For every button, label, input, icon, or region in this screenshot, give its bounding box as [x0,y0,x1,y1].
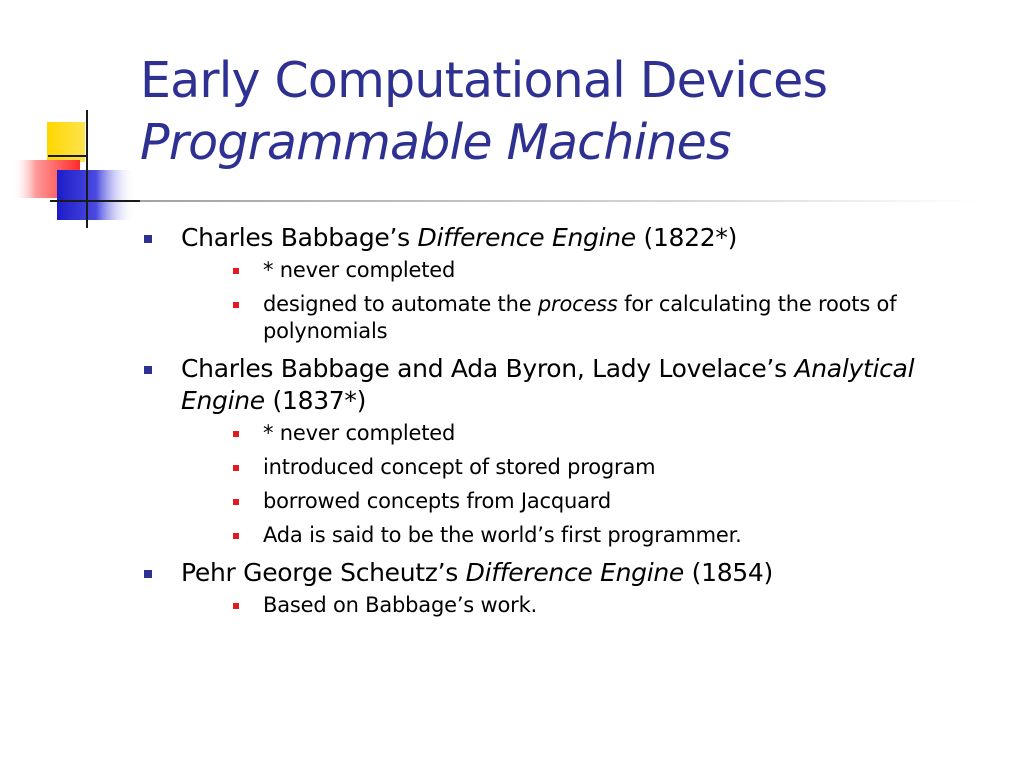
square-bullet-icon [144,235,152,243]
emphasis-text: Analytical Engine [181,354,915,415]
slide-title [140,50,827,174]
sub-bullet-text [263,522,1004,549]
sub-bullet-item [181,291,1004,345]
sub-bullet-text [263,592,1004,619]
bullet-text-run: (1854) [684,558,773,587]
square-bullet-icon [144,366,152,374]
title-main: Early Computational Devices [140,52,828,109]
emphasis-text: Difference Engine [465,558,684,587]
bullet-text [181,353,1004,417]
sub-bullet-item [181,257,1004,284]
bullet-text-run: Ada is said to be the world’s first programmer. [263,523,742,547]
square-bullet-icon [233,533,239,539]
square-bullet-icon [233,465,239,471]
sub-bullet-item [181,420,1004,447]
bullet-text-run: (1822*) [635,223,738,252]
bullet-text-run: for calculating the roots of polynomials [263,292,897,343]
bullet-text-run: * never completed [263,421,456,445]
sub-bullet-text [263,291,1004,345]
bullet-text-run: * never completed [263,258,456,282]
bullet-text-run: Pehr George Scheutz’s [181,558,466,587]
sub-bullet-list [181,420,1004,549]
bullet-item [144,222,1004,345]
bullet-list [144,222,1004,627]
sub-bullet-text [263,488,1004,515]
emphasis-text: process [537,292,618,316]
square-bullet-icon [233,431,239,437]
bullet-text-run: Based on Babbage’s work. [263,593,538,617]
bullet-text-run: Charles Babbage and Ada Byron, Lady Lovelace’s [181,354,795,383]
sub-bullet-item [181,454,1004,481]
bullet-item [144,353,1004,549]
bullet-text-run: designed to automate the [263,292,538,316]
sub-bullet-text [263,257,1004,284]
sub-bullet-item [181,522,1004,549]
title-subtitle: Programmable Machines [140,114,731,171]
emphasis-text: Difference Engine [417,223,636,252]
square-bullet-icon [233,603,239,609]
sub-bullet-list [181,592,1004,619]
square-bullet-icon [144,570,152,578]
sub-bullet-text [263,420,1004,447]
deco-blue-bar [57,170,135,220]
bullet-item [144,557,1004,619]
sub-bullet-list [181,257,1004,345]
square-bullet-icon [233,268,239,274]
square-bullet-icon [233,499,239,505]
sub-bullet-text [263,454,1004,481]
bullet-text-run: borrowed concepts from Jacquard [263,489,611,513]
bullet-text [181,222,1004,254]
bullet-text [181,557,1004,589]
square-bullet-icon [233,302,239,308]
sub-bullet-item [181,592,1004,619]
bullet-text-run: (1837*) [264,386,367,415]
sub-bullet-item [181,488,1004,515]
title-underline [50,200,980,202]
bullet-text-run: Charles Babbage’s [181,223,418,252]
bullet-text-run: introduced concept of stored program [263,455,656,479]
